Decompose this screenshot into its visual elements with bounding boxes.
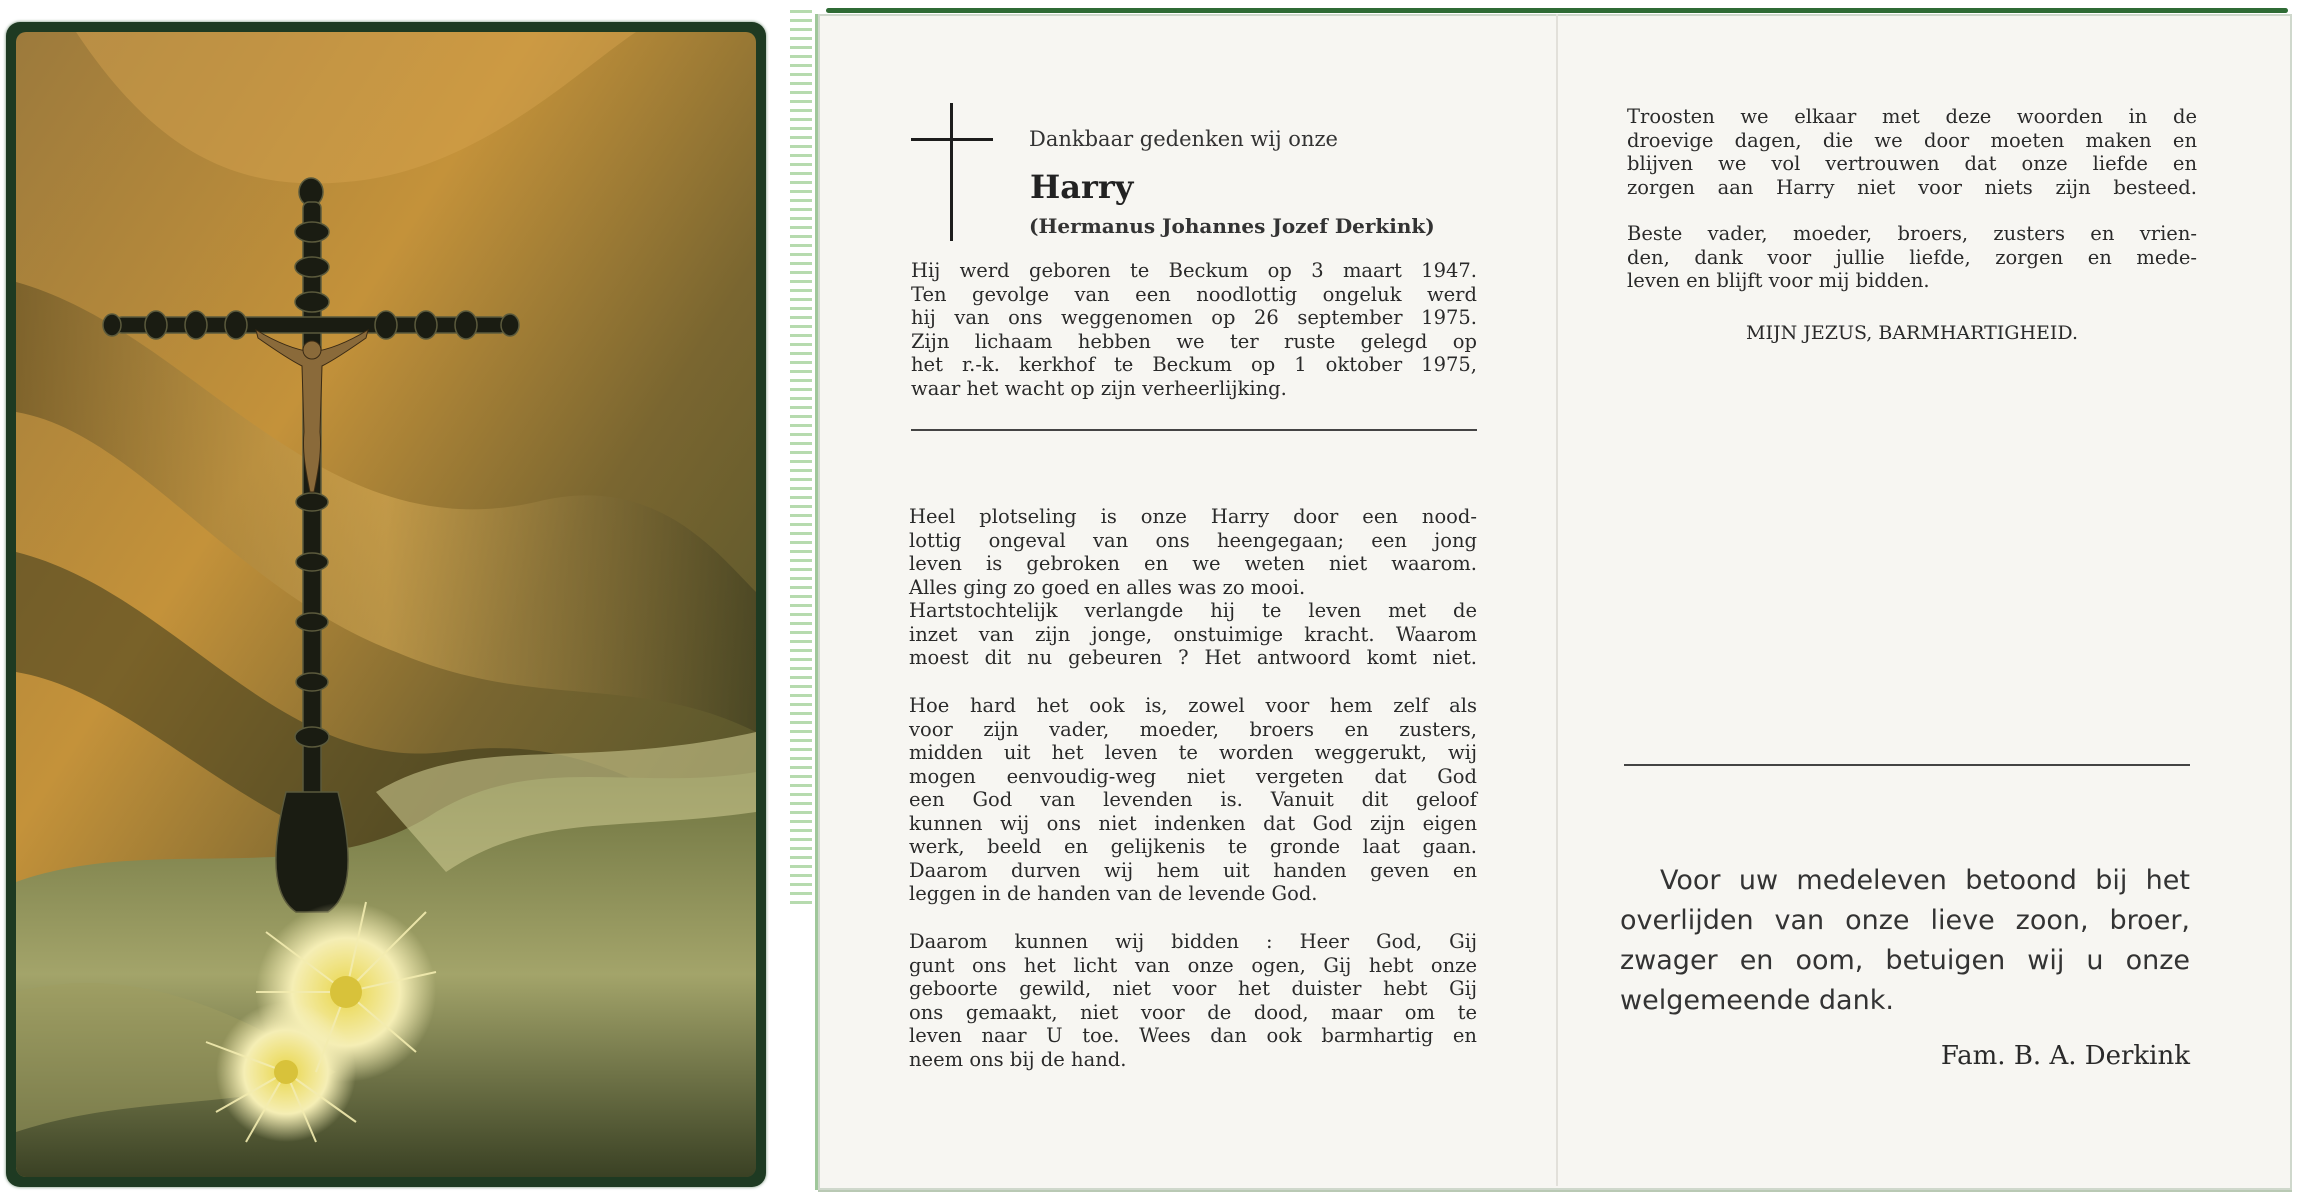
cross-icon-bar xyxy=(911,138,993,141)
paragraph-line: leggen in de handen van de levende God. xyxy=(909,882,1318,905)
bio-paragraph xyxy=(911,259,1477,400)
paragraph-1 xyxy=(909,505,1477,670)
deceased-full-name: (Hermanus Johannes Jozef Derkink) xyxy=(1029,214,1435,238)
prayer-text: MIJN JEZUS, BARMHARTIGHEID. xyxy=(1746,322,2078,344)
paragraph-line: werk, beeld en gelijkenis te gronde laat gaan. xyxy=(909,835,1477,858)
paragraph-line: Heel plotseling is onze Harry door een nood- xyxy=(909,505,1477,528)
deceased-name: Harry xyxy=(1030,168,1134,206)
paragraph-line: leven is gebroken en we weten niet waarom. xyxy=(909,552,1477,575)
paragraph-line: Hoe hard het ook is, zowel voor hem zelf als xyxy=(909,694,1477,717)
right-paragraph-2 xyxy=(1627,222,2197,293)
paragraph-line: geboorte gewild, niet voor het duister hebt Gij xyxy=(909,977,1477,1000)
paragraph-line: Beste vader, moeder, broers, zusters en vrien- xyxy=(1627,222,2197,245)
paragraph-line: moest dit nu gebeuren ? Het antwoord komt niet. xyxy=(909,646,1477,669)
paragraph-line: Daarom kunnen wij bidden : Heer God, Gij xyxy=(909,930,1477,953)
intro-text: Dankbaar gedenken wij onze xyxy=(1029,127,1338,151)
card-top-edge xyxy=(826,8,2288,13)
thanks-line: overlijden van onze lieve zoon, broer, xyxy=(1620,905,2190,936)
separator-line xyxy=(911,429,1477,431)
paragraph-line: midden uit het leven te worden weggerukt, wij xyxy=(909,741,1477,764)
bio-line: het r.-k. kerkhof te Beckum op 1 oktober 1975, xyxy=(911,353,1477,376)
bio-line: Ten gevolge van een noodlottig ongeluk werd xyxy=(911,282,1477,306)
paragraph-line: gunt ons het licht van onze ogen, Gij hebt onze xyxy=(909,953,1477,977)
paragraph-line: inzet van zijn jonge, onstuimige kracht. Waarom xyxy=(909,622,1477,646)
front-card xyxy=(6,22,766,1187)
paragraph-line: zorgen aan Harry niet voor niets zijn besteed. xyxy=(1627,175,2197,199)
crucifix-photo xyxy=(16,32,756,1177)
right-paragraph-1 xyxy=(1627,105,2197,199)
paragraph-line: Alles ging zo goed en alles was zo mooi. xyxy=(909,575,1306,599)
paragraph-line: lottig ongeval van ons heengegaan; een jong xyxy=(909,528,1477,552)
paragraph-2 xyxy=(909,694,1477,906)
paragraph-line: een God van levenden is. Vanuit dit geloof xyxy=(909,788,1477,811)
separator-line xyxy=(1624,764,2190,766)
paragraph-line: blijven we vol vertrouwen dat onze liefde en xyxy=(1627,152,2197,175)
paragraph-line: kunnen wij ons niet indenken dat God zijn eigen xyxy=(909,811,1477,835)
paragraph-line: neem ons bij de hand. xyxy=(909,1047,1127,1071)
bio-line: hij van ons weggenomen op 26 september 1975. xyxy=(911,306,1477,329)
paragraph-line: Hartstochtelijk verlangde hij te leven met de xyxy=(909,599,1477,622)
paragraph-line: ons gemaakt, niet voor de dood, maar om te xyxy=(909,1000,1477,1024)
fold-line xyxy=(1556,14,1558,1186)
thanks-line: zwager en oom, betuigen wij u onze xyxy=(1620,945,2190,976)
cross-icon xyxy=(950,103,953,241)
paragraph-line: mogen eenvoudig-weg niet vergeten dat God xyxy=(909,764,1477,788)
card-edge-decoration xyxy=(790,10,812,910)
thanks-paragraph xyxy=(1620,861,2190,1021)
bio-line: Hij werd geboren te Beckum op 3 maart 1947. xyxy=(911,259,1477,282)
paragraph-line: den, dank voor jullie liefde, zorgen en mede- xyxy=(1627,245,2197,269)
paragraph-line: leven en blijft voor mij bidden. xyxy=(1627,269,1930,292)
paragraph-line: voor zijn vader, moeder, broers en zusters, xyxy=(909,717,1477,741)
thanks-line: Voor uw medeleven betoond bij het xyxy=(1660,865,2190,896)
signature: Fam. B. A. Derkink xyxy=(1940,1041,2190,1071)
bio-line-last: waar het wacht op zijn verheerlijking. xyxy=(911,376,1287,400)
paragraph-3 xyxy=(909,930,1477,1071)
paragraph-line: droevige dagen, die we door moeten maken en xyxy=(1627,128,2197,152)
paragraph-line: leven naar U toe. Wees dan ook barmhartig en xyxy=(909,1024,1477,1047)
paragraph-line: Troosten we elkaar met deze woorden in de xyxy=(1627,105,2197,128)
bio-line: Zijn lichaam hebben we ter ruste gelegd op xyxy=(911,329,1477,353)
paragraph-line: Daarom durven wij hem uit handen geven en xyxy=(909,858,1477,882)
thanks-line: welgemeende dank. xyxy=(1620,985,1894,1016)
